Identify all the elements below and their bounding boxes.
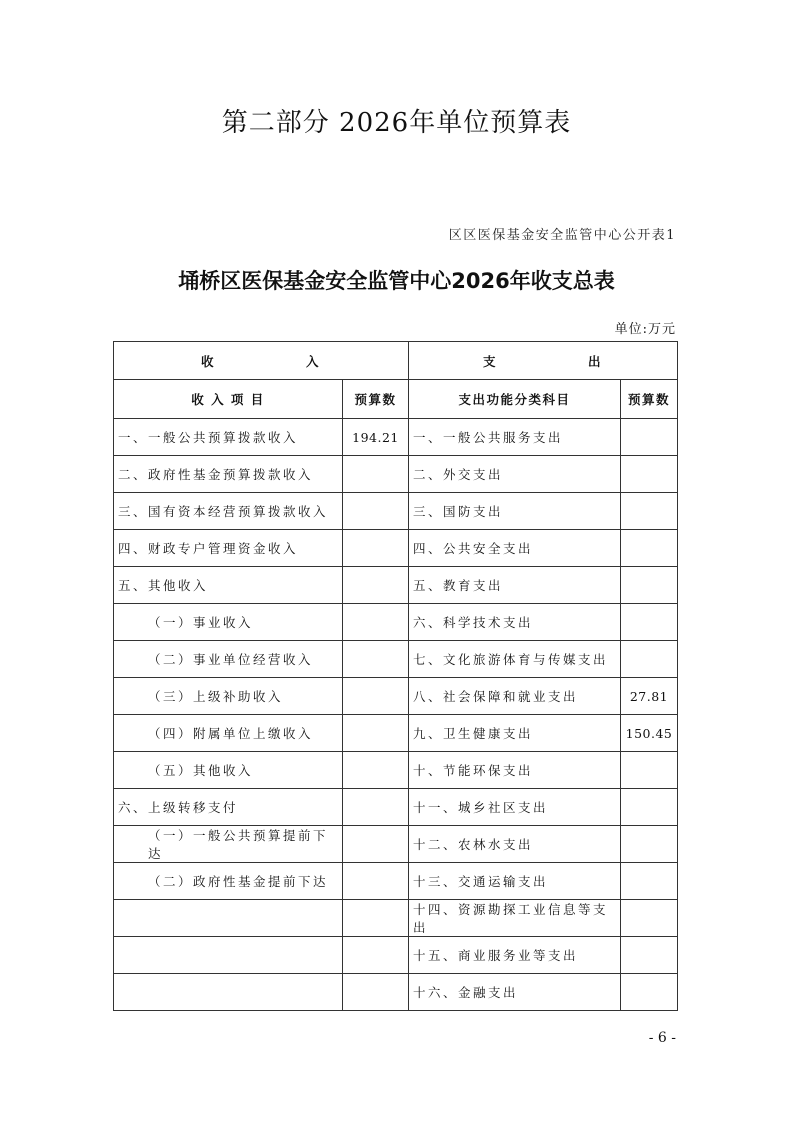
income-amount-cell (343, 493, 409, 530)
expense-item-header: 支出功能分类科目 (409, 380, 621, 419)
income-header-char: 入 (306, 353, 322, 369)
income-amount-cell (343, 641, 409, 678)
income-item-cell: （一）一般公共预算提前下达 (114, 826, 343, 863)
part-title: 第二部分 2026年单位预算表 (221, 108, 572, 138)
income-item-cell: 三、国有资本经营预算拨款收入 (114, 493, 343, 530)
expense-amount-cell (621, 641, 678, 678)
income-item-cell: 二、政府性基金预算拨款收入 (114, 456, 343, 493)
header-row-group (114, 342, 678, 380)
income-group-header (114, 342, 409, 380)
expense-amount-cell (621, 567, 678, 604)
table-row (114, 641, 678, 678)
expense-item-cell: 十一、城乡社区支出 (409, 789, 621, 826)
expense-amount-cell (621, 974, 678, 1011)
income-amount-cell (343, 974, 409, 1011)
expense-amount-cell (621, 604, 678, 641)
table-row (114, 974, 678, 1011)
expense-amount-cell (621, 493, 678, 530)
table-title: 埇桥区医保基金安全监管中心2026年收支总表 (178, 269, 615, 293)
expense-header-char: 支 (482, 353, 498, 369)
income-item-cell (114, 937, 343, 974)
income-amount-cell (343, 678, 409, 715)
income-amount-cell (343, 937, 409, 974)
expense-amount-cell (621, 456, 678, 493)
expense-amount-cell: 27.81 (621, 678, 678, 715)
page-number: - 6 - (648, 1030, 676, 1046)
income-item-cell (114, 900, 343, 937)
income-amount-cell (343, 604, 409, 641)
expense-item-cell: 六、科学技术支出 (409, 604, 621, 641)
expense-group-header (409, 342, 678, 380)
table-row (114, 678, 678, 715)
income-item-header: 收 入 项 目 (114, 380, 343, 419)
table-row (114, 937, 678, 974)
table-row (114, 863, 678, 900)
expense-item-cell: 十六、金融支出 (409, 974, 621, 1011)
expense-header-char: 出 (588, 353, 604, 369)
income-amount-header: 预算数 (343, 380, 409, 419)
expense-item-cell: 十三、交通运输支出 (409, 863, 621, 900)
income-amount-cell (343, 863, 409, 900)
expense-amount-cell: 150.45 (621, 715, 678, 752)
expense-item-cell: 二、外交支出 (409, 456, 621, 493)
expense-amount-cell (621, 530, 678, 567)
expense-item-cell: 八、社会保障和就业支出 (409, 678, 621, 715)
table-row (114, 567, 678, 604)
expense-item-cell: 十四、资源勘探工业信息等支出 (409, 900, 621, 937)
header-row-columns (114, 380, 678, 419)
income-item-cell: 六、上级转移支付 (114, 789, 343, 826)
income-amount-cell (343, 715, 409, 752)
table-row (114, 752, 678, 789)
expense-item-cell: 十二、农林水支出 (409, 826, 621, 863)
income-amount-cell (343, 789, 409, 826)
expense-amount-cell (621, 863, 678, 900)
income-item-cell (114, 974, 343, 1011)
table-row (114, 456, 678, 493)
income-amount-cell (343, 567, 409, 604)
expense-amount-cell (621, 419, 678, 456)
table-row (114, 419, 678, 456)
income-item-cell: 四、财政专户管理资金收入 (114, 530, 343, 567)
expense-item-cell: 四、公共安全支出 (409, 530, 621, 567)
income-item-cell: （四）附属单位上缴收入 (114, 715, 343, 752)
table-row (114, 530, 678, 567)
expense-amount-cell (621, 752, 678, 789)
expense-item-cell: 七、文化旅游体育与传媒支出 (409, 641, 621, 678)
expense-item-cell: 五、教育支出 (409, 567, 621, 604)
income-amount-cell (343, 456, 409, 493)
income-item-cell: （二）事业单位经营收入 (114, 641, 343, 678)
income-header-char: 收 (200, 353, 216, 369)
table-row (114, 604, 678, 641)
income-item-cell: （五）其他收入 (114, 752, 343, 789)
expense-item-cell: 三、国防支出 (409, 493, 621, 530)
budget-summary-table (113, 341, 678, 1011)
expense-item-cell: 十、节能环保支出 (409, 752, 621, 789)
table-row (114, 715, 678, 752)
expense-amount-cell (621, 900, 678, 937)
income-amount-cell (343, 752, 409, 789)
unit-label: 单位:万元 (614, 322, 676, 337)
income-amount-cell (343, 530, 409, 567)
table-row (114, 789, 678, 826)
expense-item-cell: 十五、商业服务业等支出 (409, 937, 621, 974)
income-item-cell: 一、一般公共预算拨款收入 (114, 419, 343, 456)
table-row (114, 493, 678, 530)
income-item-cell: （一）事业收入 (114, 604, 343, 641)
income-item-cell: （三）上级补助收入 (114, 678, 343, 715)
income-amount-cell (343, 900, 409, 937)
income-amount-cell: 194.21 (343, 419, 409, 456)
table-row (114, 826, 678, 863)
expense-amount-cell (621, 826, 678, 863)
expense-item-cell: 一、一般公共服务支出 (409, 419, 621, 456)
expense-amount-header: 预算数 (621, 380, 678, 419)
expense-amount-cell (621, 937, 678, 974)
income-amount-cell (343, 826, 409, 863)
income-item-cell: （二）政府性基金提前下达 (114, 863, 343, 900)
income-item-cell: 五、其他收入 (114, 567, 343, 604)
table-row (114, 900, 678, 937)
expense-amount-cell (621, 789, 678, 826)
expense-item-cell: 九、卫生健康支出 (409, 715, 621, 752)
table-number: 区区医保基金安全监管中心公开表1 (448, 228, 676, 243)
